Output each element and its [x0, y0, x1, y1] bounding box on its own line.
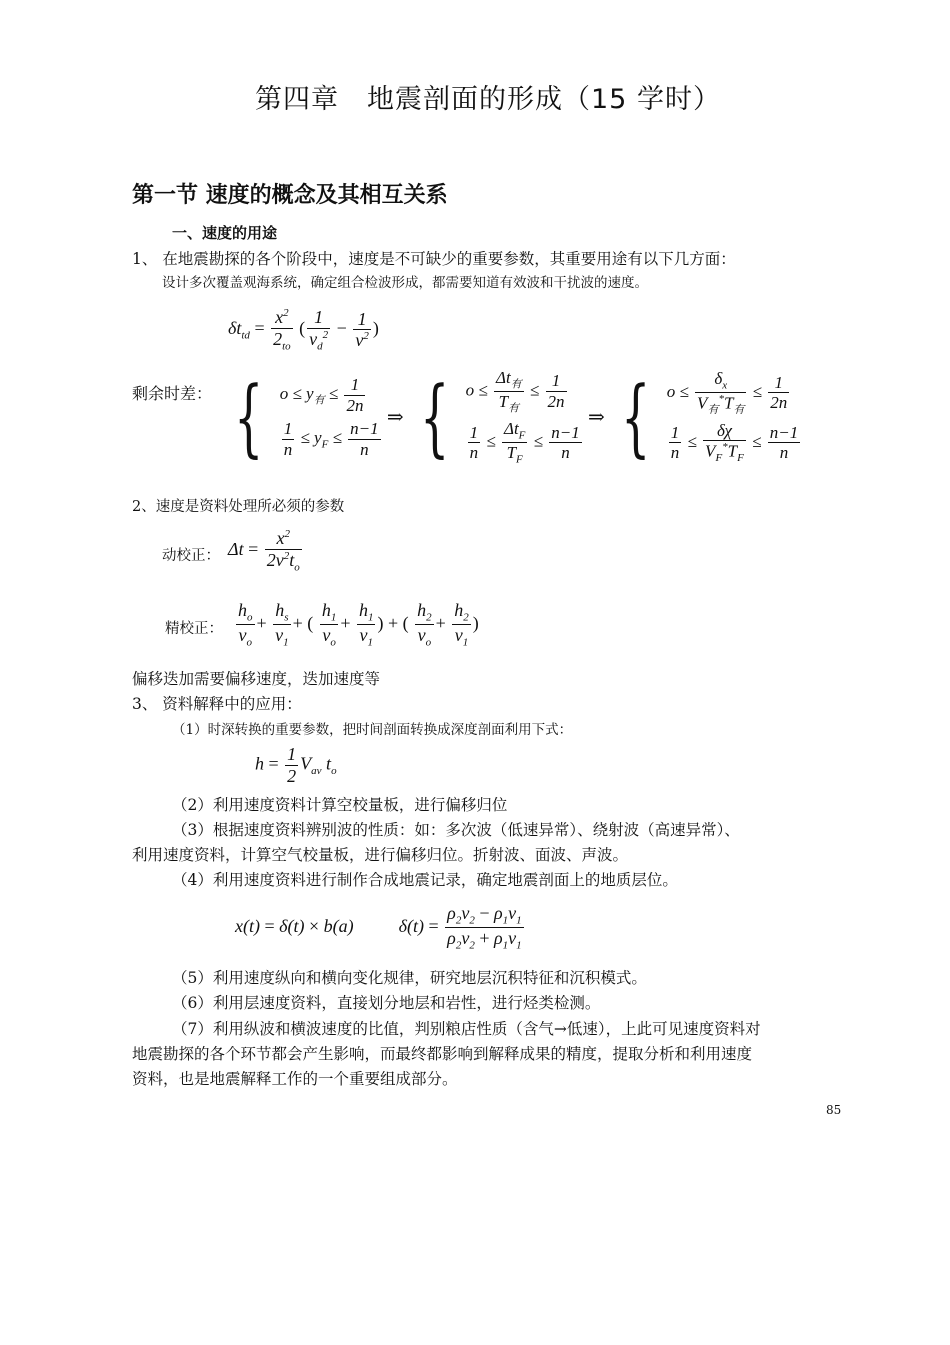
- item-3-6: （6）利用层速度资料，直接划分地层和岩性，进行烃类检测。: [172, 994, 601, 1012]
- item-3-text: 3、 资料解释中的应用：: [132, 695, 302, 713]
- section-heading: 第一节 速度的概念及其相互关系: [132, 183, 448, 208]
- item-3-5: （5）利用速度纵向和横向变化规律，研究地层沉积特征和沉积模式。: [172, 969, 647, 987]
- item-3-3a: （3）根据速度资料辨别波的性质：如：多次波（低速异常）、绕射波（高速异常）、: [172, 821, 740, 839]
- fine-correction-label: 精校正：: [165, 621, 223, 637]
- formula-depth: h = $\frac{1}{2}$ $V_{av}$ $t_o$: [255, 744, 337, 786]
- chapter-title: 第四章 地震剖面的形成（15 学时）: [255, 84, 721, 115]
- item-3-7c: 资料，也是地震解释工作的一个重要组成部分。: [132, 1070, 458, 1088]
- migration-text: 偏移迭加需要偏移速度，迭加速度等: [132, 670, 381, 688]
- item-2-text: 2、速度是资料处理所必须的参数: [132, 499, 345, 515]
- residual-label: 剩余时差：: [132, 384, 213, 403]
- item-3-1: （1）时深转换的重要参数，把时间剖面转换成深度剖面利用下式：: [172, 722, 573, 738]
- item-1-subtext: 设计多次覆盖观海系统，确定组合检波形成，都需要知道有效波和干扰波的速度。: [162, 275, 648, 291]
- formula-residual-system: { $o \le y_有$ ≤ $\frac{1}{2n}$ $\frac{1}{n}$ ≤ $y_F$ ≤ $\frac{n-1}{n}$ ⇒ { o ≤ $\frac{\Delta t_有}{T_有}$ ≤ $\frac{1}{2n}$ $\frac{1}{n}$ ≤ $\frac{\Delta t_F}{T_F}$ ≤ $\frac{n-1}{n}$ ⇒ { o ≤ $\frac{\delta_x}{V_有^*T_有}$ ≤ $\frac{1}{2n}$ $\frac{1}{n}$ ≤ $\frac{\delta\chi}{V_F^*T_F}$ ≤ $\frac{n-1}{n}$: [234, 368, 799, 467]
- subsection-heading: 一、速度的用途: [172, 224, 278, 242]
- nmo-label: 动校正：: [162, 548, 220, 564]
- item-3-7a: （7）利用纵波和横波速度的比值，判别粮店性质（含气→低速），上此可见速度资料对: [172, 1020, 761, 1038]
- item-3-7b: 地震勘探的各个环节都会产生影响，而最终都影响到解释成果的精度，提取分析和利用速度: [132, 1045, 753, 1063]
- formula-fine-correction: $\frac{h_o}{v_o}$ + $\frac{h_s}{v_1}$ + ( $\frac{h_1}{v_o}$ + $\frac{h_1}{v_1}$ ) + ( $\frac{h_2}{v_o}$ + $\frac{h_2}{v_1}$ ): [238, 600, 479, 649]
- page-number: 85: [826, 1103, 842, 1117]
- formula-synthetic: x(t) = δ(t) × b(a) δ(t) = $\frac{\rho_2v_2 - \rho_1v_1}{\rho_2v_2 + \rho_1v_1}$: [235, 903, 522, 952]
- formula-nmo: Δt = $\frac{x^2}{2v^2t_o}$: [228, 528, 300, 574]
- formula-delta-t: $\delta t_{td}$ = $\frac{x^2}{2_{to}}$ ( $\frac{1}{v_d^2}$ − $\frac{1}{v^2}$ ): [228, 307, 379, 353]
- item-3-4: （4）利用速度资料进行制作合成地震记录，确定地震剖面上的地质层位。: [172, 871, 678, 889]
- item-1-text: 1、 在地震勘探的各个阶段中，速度是不可缺少的重要参数，其重要用途有以下几方面：: [132, 250, 736, 268]
- item-3-2: （2）利用速度资料计算空校量板，进行偏移归位: [172, 796, 508, 814]
- item-3-3b: 利用速度资料，计算空气校量板，进行偏移归位。折射波、面波、声波。: [132, 846, 629, 864]
